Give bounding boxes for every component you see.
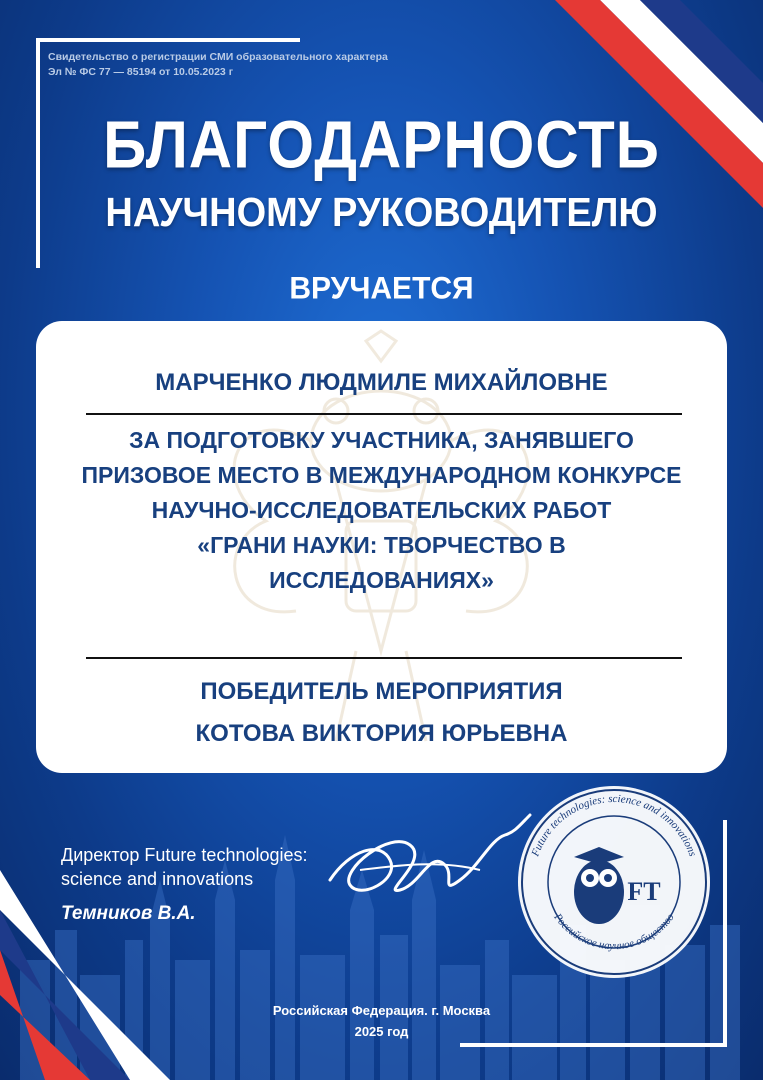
reason-line: НАУЧНО-ИССЛЕДОВАТЕЛЬСКИХ РАБОТ bbox=[151, 497, 612, 523]
seal-monogram: FT bbox=[627, 877, 661, 906]
director-title bbox=[61, 843, 308, 891]
certificate-subtitle: НАУЧНОМУ РУКОВОДИТЕЛЮ bbox=[105, 190, 658, 236]
seal-bottom-text: Российское научное общество bbox=[551, 911, 677, 953]
reason-line: ПРИЗОВОЕ МЕСТО В МЕЖДУНАРОДНОМ КОНКУРСЕ bbox=[81, 462, 682, 488]
awarded-label: ВРУЧАЕТСЯ bbox=[289, 271, 474, 306]
registration-line-1: Свидетельство о регистрации СМИ образовательного характера bbox=[48, 51, 388, 63]
award-reason bbox=[66, 423, 697, 598]
footer-year: 2025 год bbox=[354, 1024, 409, 1039]
director-line-1: Директор Future technologies: bbox=[61, 845, 308, 865]
director-name: Темников В.А. bbox=[61, 903, 196, 924]
recipient-name: МАРЧЕНКО ЛЮДМИЛЕ МИХАЙЛОВНЕ bbox=[155, 369, 608, 396]
director-signature bbox=[320, 810, 540, 920]
reason-line: «ГРАНИ НАУКИ: ТВОРЧЕСТВО В bbox=[197, 532, 566, 558]
registration-line-2: Эл № ФС 77 — 85194 от 10.05.2023 г bbox=[48, 66, 234, 78]
winner-name: КОТОВА ВИКТОРИЯ ЮРЬЕВНА bbox=[195, 720, 568, 747]
divider-bottom bbox=[86, 657, 682, 659]
certificate-title: БЛАГОДАРНОСТЬ bbox=[103, 106, 660, 183]
footer-location: Российская Федерация. г. Москва bbox=[272, 1003, 491, 1018]
seal-ring-text: Future technologies: science and innovations bbox=[529, 792, 699, 859]
winner-block bbox=[36, 671, 727, 755]
winner-label: ПОБЕДИТЕЛЬ МЕРОПРИЯТИЯ bbox=[200, 678, 563, 705]
organization-seal bbox=[514, 782, 714, 982]
divider-top bbox=[86, 413, 682, 415]
owl-icon bbox=[574, 847, 624, 924]
reason-line: ИССЛЕДОВАНИЯХ» bbox=[269, 567, 494, 593]
footer-place bbox=[0, 1000, 763, 1042]
director-line-2: science and innovations bbox=[61, 869, 254, 889]
reason-line: ЗА ПОДГОТОВКУ УЧАСТНИКА, ЗАНЯВШЕГО bbox=[129, 427, 634, 453]
recipient-card bbox=[36, 321, 727, 773]
registration-info bbox=[48, 50, 388, 80]
